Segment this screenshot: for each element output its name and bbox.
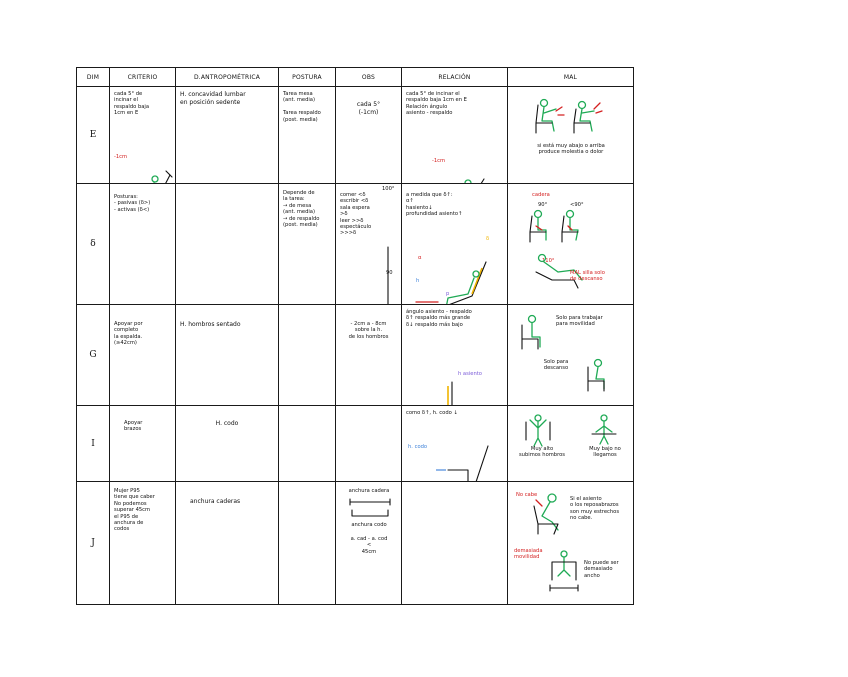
header-criterio: CRITERIO	[110, 68, 176, 87]
delta-axis	[336, 241, 402, 305]
header-relacion: RELACIÓN	[402, 68, 508, 87]
mal-text: Solo para trabajar para movilidad	[556, 315, 603, 328]
postura-text: Tarea mesa (ant. media) Tarea respaldo (post. media)	[283, 91, 321, 123]
header-obs: OBS	[336, 68, 402, 87]
mal-red-label: No cabe	[516, 492, 538, 498]
obs-cell	[336, 184, 402, 305]
relacion-text: cada 5° de incinar el respaldo baja 1cm en E Relación ángulo asiento - respaldo	[406, 91, 467, 117]
relacion-cell	[402, 305, 508, 406]
backrest-sketch	[402, 332, 508, 405]
criterio-cell	[110, 482, 176, 605]
mal-cell	[508, 305, 634, 406]
figure-label: -1cm	[114, 154, 128, 160]
header-row	[77, 68, 634, 87]
axis-label-bottom: 90	[386, 270, 393, 276]
criterio-text: cada 5° de incinar el respaldo baja 1cm en E	[114, 91, 150, 117]
mal-cell	[508, 482, 634, 605]
obs-cell	[336, 482, 402, 605]
bad-posture-sketches	[508, 406, 634, 481]
criterio-cell	[110, 305, 176, 406]
h-asiento-label: h asiento	[458, 371, 482, 377]
antro-cell	[176, 305, 279, 406]
obs-text: - 2cm a - 8cm sobre la h. de los hombros	[348, 321, 389, 340]
obs-text	[336, 406, 401, 414]
mal-red-text: MAL silla solo de descanso	[570, 270, 605, 283]
relacion-text	[402, 482, 507, 490]
table-row	[77, 482, 634, 605]
dim-cell: G	[77, 305, 110, 406]
armrest-sketch	[402, 420, 508, 481]
postura-cell	[279, 184, 336, 305]
antro-cell	[176, 406, 279, 482]
relacion-cell	[402, 87, 508, 184]
obs-cell	[336, 87, 402, 184]
postura-cell	[279, 482, 336, 605]
chair-recline-sketch	[110, 121, 176, 184]
criteria-sheet	[76, 67, 633, 610]
table-row	[77, 406, 634, 482]
relacion-cell	[402, 184, 508, 305]
header-mal: MAL	[508, 68, 634, 87]
antro-cell	[176, 482, 279, 605]
antro-text: H. hombros sentado	[180, 321, 241, 328]
antro-text	[176, 184, 278, 192]
postura-cell	[279, 406, 336, 482]
bad-posture-sketches	[508, 184, 634, 304]
criterio-cell	[110, 87, 176, 184]
antro-text: anchura caderas	[190, 498, 241, 505]
mal-cell	[508, 406, 634, 482]
angle-label: <90°	[570, 202, 584, 208]
relacion-text: ángulo asiento - respaldo δ↑ respaldo más grande δ↓ respaldo más bajo	[406, 309, 472, 328]
antro-cell	[176, 87, 279, 184]
postura-text	[279, 406, 335, 414]
obs-cell	[336, 406, 402, 482]
delta-label: δ	[486, 236, 490, 242]
dim-cell: J	[77, 482, 110, 605]
dim-cell: E	[77, 87, 110, 184]
header-dim: DIM	[77, 68, 110, 87]
postura-text: Depende de la tarea: → de mesa (ant. media) → de respaldo (post. media)	[283, 190, 320, 229]
criterio-text: Apoyar por completo la espalda. (≥42cm)	[114, 321, 143, 347]
antro-cell	[176, 184, 279, 305]
mal-text: No puede ser demasiado ancho	[584, 560, 619, 579]
header-postura: POSTURA	[279, 68, 336, 87]
postura-text	[279, 305, 335, 313]
relacion-cell	[402, 406, 508, 482]
relacion-cell	[402, 482, 508, 605]
axis-label-top: 100°	[382, 186, 395, 192]
obs-text: anchura cadera	[348, 488, 390, 494]
mal-text: Solo para descanso	[543, 359, 569, 372]
relacion-text: a medida que δ↑: α↑ hasiento↓ profundidad asiento↑	[406, 192, 463, 218]
mal-cell	[508, 184, 634, 305]
criteria-table	[76, 67, 634, 605]
mal-red-text: demasiada movilidad	[514, 548, 543, 561]
figure-label: -1cm	[432, 158, 446, 164]
h-codo-label: h. codo	[408, 444, 428, 450]
mal-text: Muy bajo no llegamos	[589, 446, 621, 459]
mal-text: Si el asiento o los reposabrazos son muy estrechos no cabe.	[570, 496, 620, 522]
obs-cell	[336, 305, 402, 406]
table-row	[77, 305, 634, 406]
chair-recline-sketch	[402, 121, 508, 184]
criterio-text: Apoyar brazos	[124, 420, 143, 433]
obs-text: cada 5° (-1cm)	[356, 101, 381, 117]
criterio-cell	[110, 406, 176, 482]
antro-text: H. concavidad lumbar en posición sedente	[180, 91, 246, 107]
criterio-text: Mujer P95 tiene que caber No podemos superar 45cm el P95 de anchura de codos	[114, 488, 155, 533]
dim-cell: I	[77, 406, 110, 482]
postura-cell	[279, 87, 336, 184]
mal-text: si está muy abajo o arriba produce molestia o dolor	[537, 143, 605, 156]
table-row	[77, 87, 634, 184]
mal-text: Muy alto subimos hombros	[518, 446, 565, 459]
obs-text: comer <δ escribir <δ sala espera >δ leer >>δ espectáculo >>>δ	[340, 192, 372, 237]
mal-red-label: cadera	[532, 192, 550, 198]
header-antropometrica: D.ANTROPOMÉTRICA	[176, 68, 279, 87]
alpha-label: α	[418, 255, 422, 261]
antro-text: H. codo	[215, 420, 239, 427]
angle-label: 110°	[542, 258, 555, 264]
mal-cell	[508, 87, 634, 184]
obs-text: anchura codo	[351, 522, 387, 528]
h-label: h	[416, 278, 420, 284]
postura-cell	[279, 305, 336, 406]
criterio-text: Posturas: - pasivas (δ>) - activas (δ<)	[114, 194, 151, 213]
angle-label: 90°	[538, 202, 548, 208]
p-label: p	[446, 291, 450, 297]
obs-text: a. cad - a. cod < 45cm	[350, 536, 388, 555]
table-row	[77, 184, 634, 305]
relacion-text: como δ↑, h. codo ↓	[406, 410, 458, 416]
postura-text	[279, 482, 335, 490]
dim-cell: δ	[77, 184, 110, 305]
seat-geometry-sketch	[402, 222, 508, 305]
bad-posture-sketches	[508, 87, 634, 183]
criterio-cell	[110, 184, 176, 305]
